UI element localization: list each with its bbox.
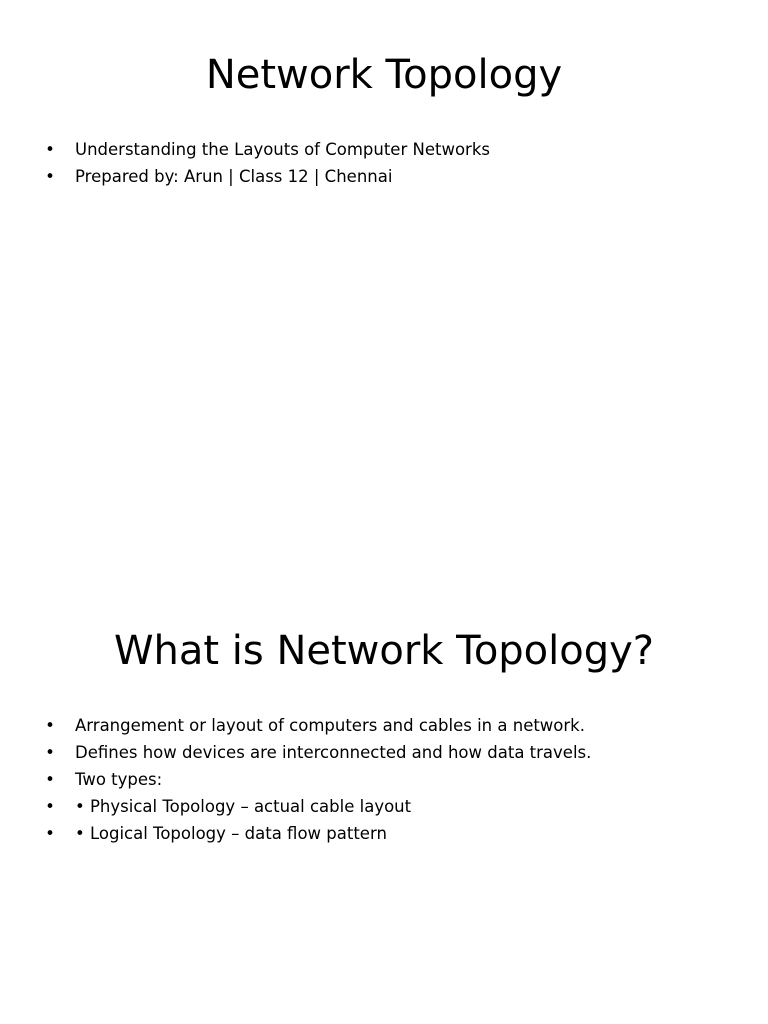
bullet-text: Arrangement or layout of computers and cables in a network. bbox=[75, 716, 585, 735]
bullet-point-icon: • bbox=[45, 824, 55, 843]
bullet-text: Prepared by: Arun | Class 12 | Chennai bbox=[75, 167, 393, 186]
slide-2 bbox=[0, 576, 768, 1024]
bullet-item bbox=[0, 793, 768, 820]
bullet-item bbox=[0, 739, 768, 766]
bullet-item bbox=[0, 136, 768, 163]
slide-title: Network Topology bbox=[205, 52, 563, 98]
bullet-item bbox=[0, 712, 768, 739]
bullet-item bbox=[0, 766, 768, 793]
bullet-text: • Physical Topology – actual cable layout bbox=[75, 797, 412, 816]
bullet-text: Understanding the Layouts of Computer Networks bbox=[75, 140, 490, 159]
bullet-text: Defines how devices are interconnected and how data travels. bbox=[75, 743, 592, 762]
bullet-item bbox=[0, 163, 768, 190]
bullet-point-icon: • bbox=[45, 743, 55, 762]
bullet-text: Two types: bbox=[75, 770, 163, 789]
bullet-text: • Logical Topology – data flow pattern bbox=[75, 824, 387, 843]
bullet-list bbox=[0, 136, 768, 190]
bullet-list bbox=[0, 712, 768, 847]
bullet-point-icon: • bbox=[45, 770, 55, 789]
bullet-item bbox=[0, 820, 768, 847]
bullet-point-icon: • bbox=[45, 140, 55, 159]
bullet-point-icon: • bbox=[45, 167, 55, 186]
bullet-point-icon: • bbox=[45, 797, 55, 816]
bullet-point-icon: • bbox=[45, 716, 55, 735]
slide-title: What is Network Topology? bbox=[113, 628, 655, 674]
